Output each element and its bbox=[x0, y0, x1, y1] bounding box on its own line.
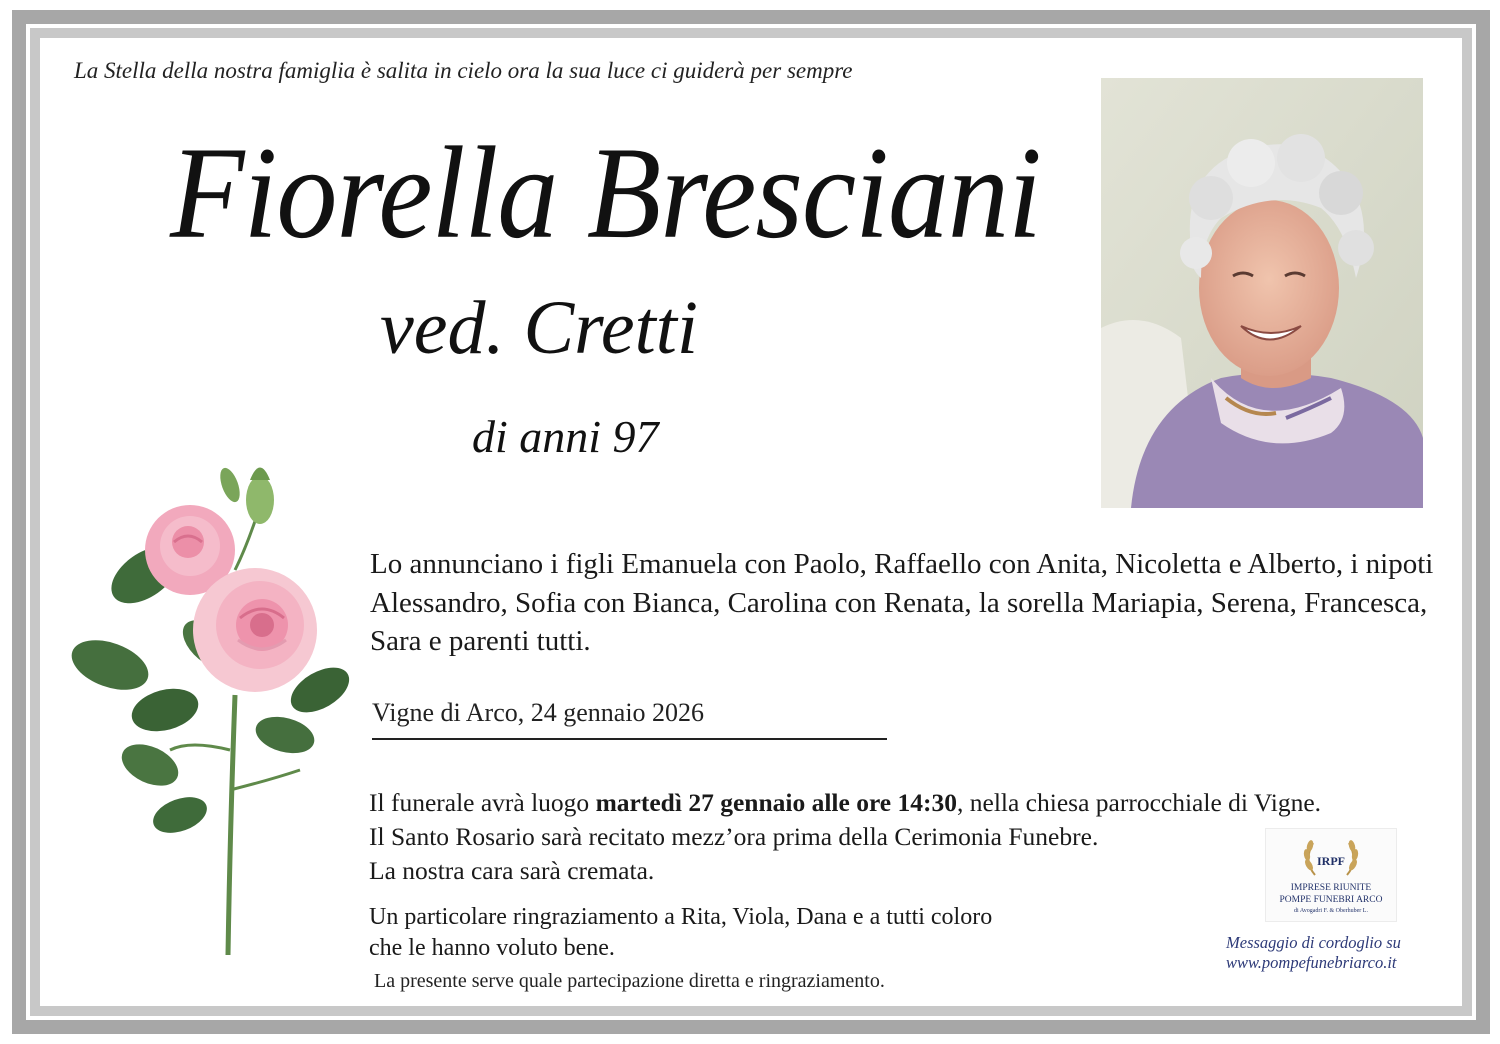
condolence-line-1: Messaggio di cordoglio su bbox=[1226, 933, 1401, 952]
logo-line-3: di Avogadri F. & Oberhuber L. bbox=[1294, 908, 1368, 914]
portrait-illustration bbox=[1101, 78, 1423, 508]
cremation-text: La nostra cara sarà cremata. bbox=[369, 856, 655, 885]
funeral-suffix: , nella chiesa parrocchiale di Vigne. bbox=[957, 788, 1322, 817]
participation-notice: La presente serve quale partecipazione diretta e ringraziamento. bbox=[374, 970, 885, 992]
logo-line-1: IMPRESE RIUNITE bbox=[1290, 883, 1372, 893]
thanks-text bbox=[369, 902, 1069, 964]
condolence-message bbox=[1226, 933, 1401, 973]
place-date: Vigne di Arco, 24 gennaio 2026 bbox=[372, 698, 705, 727]
funeral-home-logo bbox=[1265, 828, 1397, 922]
funeral-prefix: Il funerale avrà luogo bbox=[369, 788, 596, 817]
age-text: di anni 97 bbox=[472, 411, 659, 462]
funeral-date-time: martedì 27 gennaio alle ore 14:30 bbox=[595, 788, 957, 817]
rose-flower-icon bbox=[70, 450, 360, 960]
logo-line-2: POMPE FUNEBRI ARCO bbox=[1279, 895, 1383, 905]
thanks-line-1: Un particolare ringraziamento a Rita, Viola, Dana e a tutti coloro bbox=[369, 904, 993, 930]
memorial-motto: La Stella della nostra famiglia è salita in cielo ora la sua luce ci guiderà per sempre bbox=[74, 58, 853, 83]
rosary-text: Il Santo Rosario sarà recitato mezz’ora prima della Cerimonia Funebre. bbox=[369, 822, 1099, 851]
portrait-photo bbox=[1101, 78, 1423, 508]
widow-of-name: ved. Cretti bbox=[380, 286, 698, 370]
logo-abbreviation: IRPF bbox=[1317, 854, 1345, 868]
announcement-text: Lo annunciano i figli Emanuela con Paolo, Raffaello con Anita, Nicoletta e Alberto, i nipoti Alessandro, Sofia con Bianca, Carolina con Renata, la sorella Mariapia, Serena, Francesca, Sara e parenti tutti. bbox=[370, 548, 1434, 657]
condolence-website-link[interactable]: www.pompefunebriarco.it bbox=[1226, 953, 1397, 972]
deceased-name: Fiorella Bresciani bbox=[170, 120, 1041, 266]
thanks-line-2: che le hanno voluto bene. bbox=[369, 935, 615, 961]
place-date-underline bbox=[372, 738, 887, 740]
